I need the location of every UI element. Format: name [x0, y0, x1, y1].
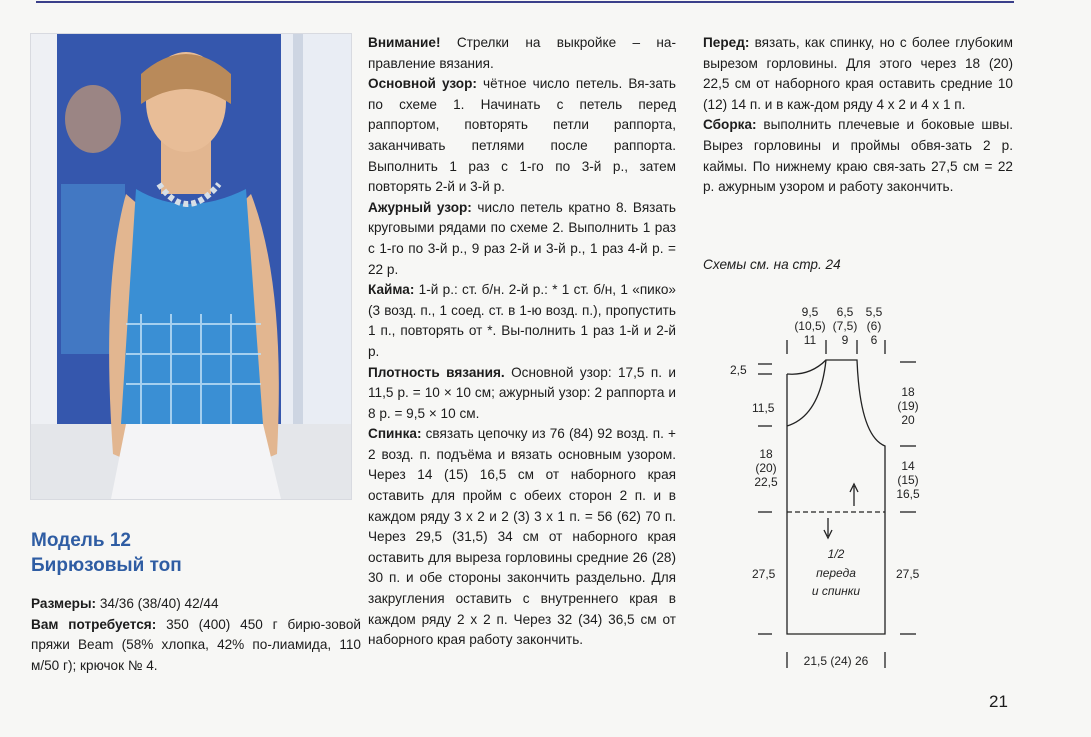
dim-top-a-2: (10,5) — [794, 319, 826, 333]
dim-top-b-2: (7,5) — [832, 319, 858, 333]
sizes-label: Размеры: — [31, 596, 97, 611]
dim-left-2-5: 2,5 — [730, 363, 747, 377]
lace-pattern-text: число петель кратно 8. Вязать круговыми рядами по схеме 2. Выполнить 1 раз с 1-го по 3-й р., 9 раз 2-й и 3-й р., 1 раз 4-й р. = 22 р. — [368, 199, 676, 277]
back-text: связать цепочку из 76 (84) 92 возд. п. + 2 возд. п. подъёма и вязать основным узором. Через 14 (15) 16,5 см от наборного края оставить для пройм с обеих сторон 2 п. и в каждом ряду 3 х 2 и 2 (3) 3 х 1 п. = 56 (62) 70 п. Через 29,5 (31,5) 34 см от наборного края оставить для выреза горловины средние 26 (28) 30 п. и обе стороны закончить раздельно. Для закругления оставить с внутреннего края в каждом ряду 2 х 2 п. Через 32 (34) 36,5 см от наборного края работу закончить. — [368, 426, 676, 648]
attention-label: Внимание! — [368, 35, 441, 50]
model-name: Бирюзовый топ — [31, 555, 182, 576]
front-paragraph — [703, 33, 1013, 115]
attention-paragraph — [368, 33, 676, 74]
front-text: вязать, как спинку, но с более глубоким вырезом горловины. Для этого через 18 (20) 22,5 см от наборного края оставить средние 10 (12) 14 п. и в каж-дом ряду 4 х 2 и 4 х 1 п. — [703, 35, 1013, 112]
main-pattern-paragraph — [368, 74, 676, 198]
model-number: Модель 12 — [31, 530, 131, 551]
page-number: 21 — [989, 692, 1008, 711]
dim-top-a-3: 11 — [803, 333, 817, 347]
back-paragraph — [368, 424, 676, 651]
dim-right-14-1: 14 — [901, 459, 915, 473]
dim-bottom: 21,5 (24) 26 — [803, 654, 869, 668]
model-photo — [30, 33, 352, 500]
dim-right-18-3: 20 — [901, 413, 915, 427]
dim-left-18-1: 18 — [759, 447, 773, 461]
dim-top-c-2: (6) — [866, 319, 882, 333]
schemes-reference: Схемы см. на стр. 24 — [703, 257, 841, 272]
front-label: Перед: — [703, 35, 750, 50]
sizes-value: 34/36 (38/40) 42/44 — [96, 596, 219, 611]
dim-top-a-1: 9,5 — [801, 305, 819, 319]
dim-left-11-5: 11,5 — [752, 401, 775, 415]
density-label: Плотность вязания. — [368, 364, 505, 380]
edge-label: Кайма: — [368, 282, 415, 298]
density-text: Основной узор: 17,5 п. и 11,5 р. = 10 × 10 см; ажурный узор: 2 раппорта и 8 р. = 9,5 × 10 см. — [368, 364, 676, 421]
edge-paragraph — [368, 280, 676, 362]
materials-value: 350 (400) 450 г бирю-зовой пряжи Beam (58% хлопка, 42% по-лиамида, 110 м/50 г); крючок № 4. — [31, 616, 361, 673]
instructions-column-1 — [368, 33, 676, 651]
dim-right-18-2: (19) — [897, 399, 919, 413]
piece-label-2: переда — [816, 566, 856, 580]
dim-right-18-1: 18 — [901, 385, 915, 399]
edge-text: 1-й р.: ст. б/н. 2-й р.: * 1 ст. б/н, 1 «пико» (3 возд. п., 1 соед. ст. в 1-ю возд. п.), пропустить 1 п., повторять от *. Вы-полнить 1 раз 1-й и 2-й р. — [368, 282, 676, 359]
back-label: Спинка: — [368, 426, 422, 442]
assembly-text: выполнить плечевые и боковые швы. Вырез горловины и проймы обвя-зать 2 р. каймы. По нижнему краю свя-зать 27,5 см = 22 р. ажурным узором и работу закончить. — [703, 117, 1013, 195]
density-paragraph — [368, 363, 676, 425]
model-title — [31, 528, 182, 578]
left-specs — [31, 594, 361, 676]
dim-top-b-1: 6,5 — [836, 305, 854, 319]
piece-label-1: 1/2 — [827, 547, 845, 561]
top-rule — [36, 1, 1014, 3]
main-pattern-label: Основной узор: — [368, 76, 477, 92]
attention-text: Стрелки на выкройке – на-правление вязания. — [368, 35, 676, 71]
main-pattern-text: чётное число петель. Вя-зать по схеме 1. Начинать с петель перед раппортом, повторять петли раппорта, заканчивать петлями после раппорта. Выполнить 1 раз с 1-го по 3-й р., затем повторять 2-й и 3-й р. — [368, 76, 676, 195]
lace-pattern-paragraph — [368, 198, 676, 280]
materials-label: Вам потребуется: — [31, 616, 157, 632]
materials-line — [31, 615, 361, 677]
piece-label-3: и спинки — [811, 584, 861, 598]
dim-right-14-3: 16,5 — [896, 487, 920, 501]
dim-top-c-3: 6 — [870, 333, 878, 347]
dim-top-b-3: 9 — [841, 333, 849, 347]
dim-left-18-2: (20) — [755, 461, 777, 475]
dim-left-18-3: 22,5 — [754, 475, 778, 489]
dim-right-14-2: (15) — [897, 473, 919, 487]
instructions-column-2 — [703, 33, 1013, 198]
lace-pattern-label: Ажурный узор: — [368, 199, 472, 215]
assembly-label: Сборка: — [703, 117, 757, 133]
dim-left-27-5: 27,5 — [752, 567, 776, 581]
dim-top-c-1: 5,5 — [865, 305, 883, 319]
dim-right-27-5: 27,5 — [896, 567, 920, 581]
sizes-line — [31, 594, 361, 615]
assembly-paragraph — [703, 115, 1013, 197]
pattern-schematic — [720, 296, 940, 676]
